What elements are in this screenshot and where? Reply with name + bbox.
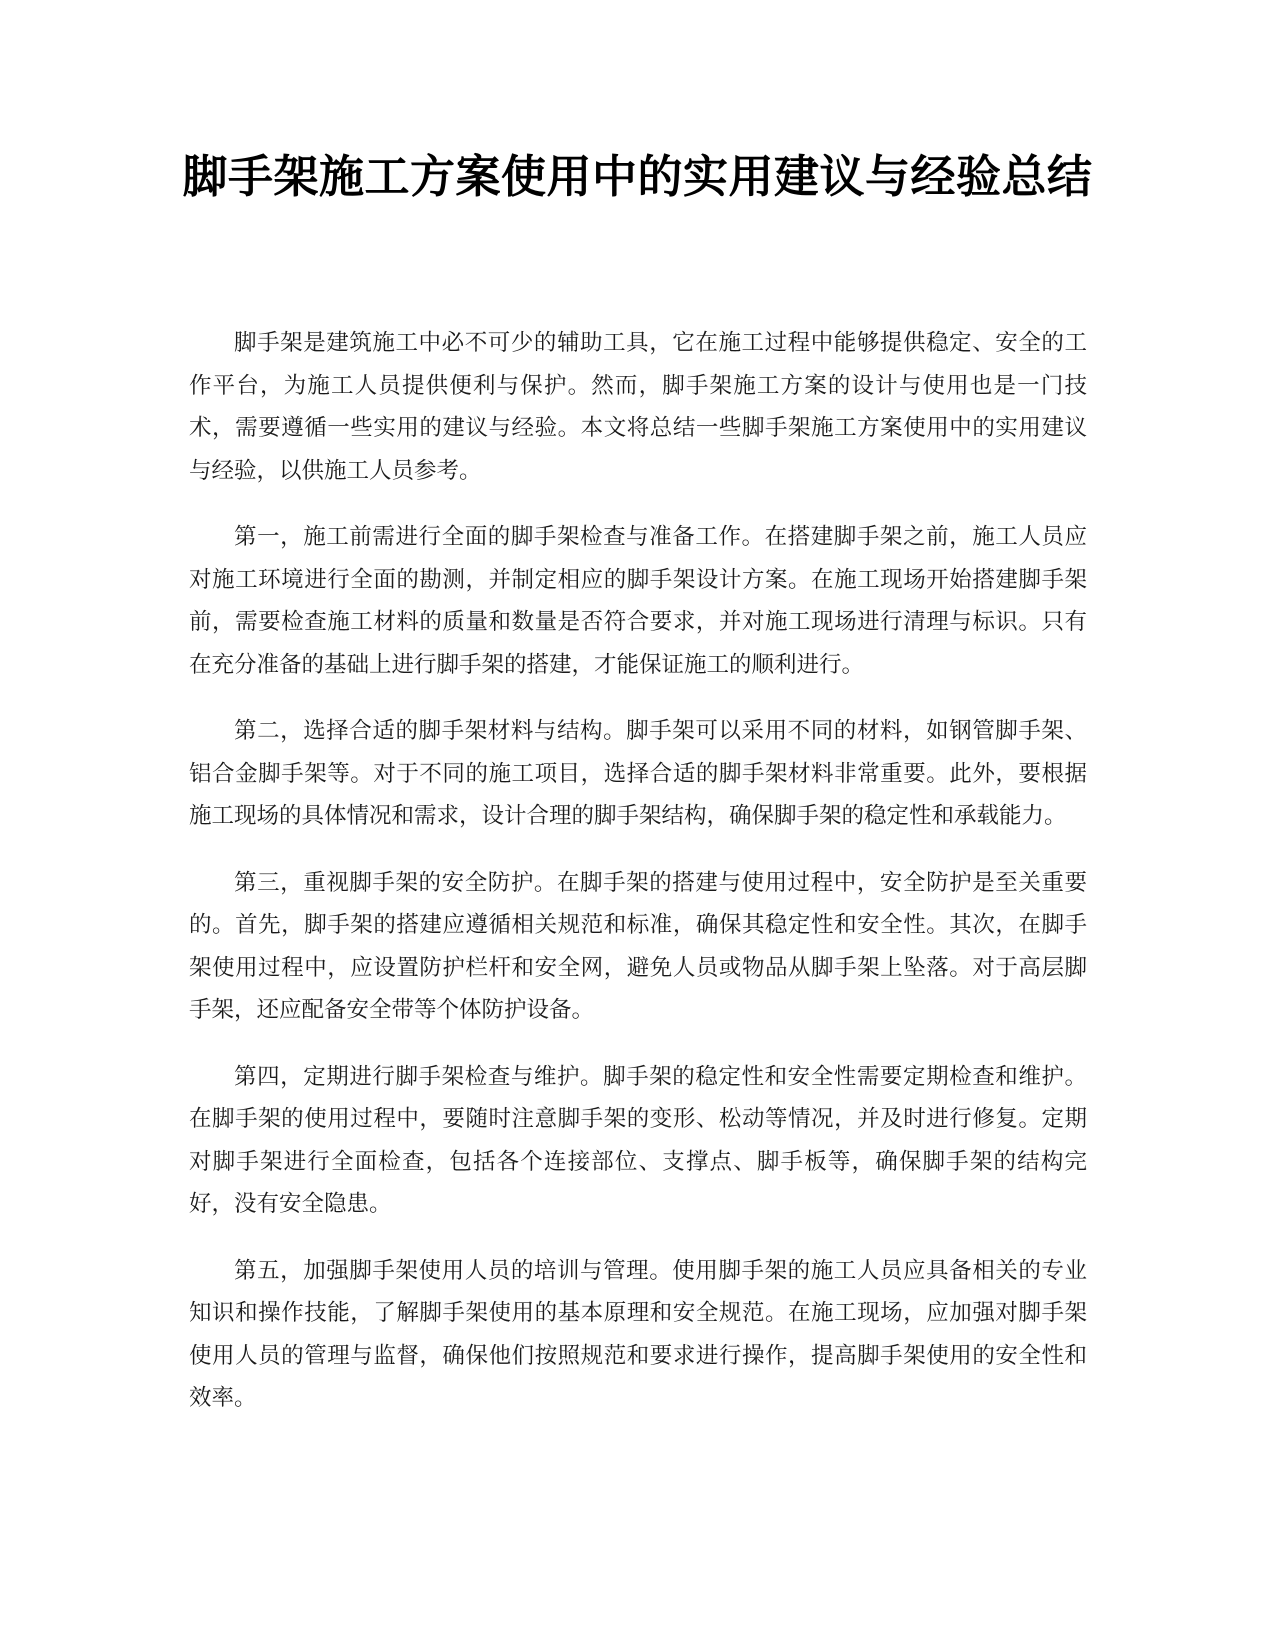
paragraph-first: 第一，施工前需进行全面的脚手架检查与准备工作。在搭建脚手架之前，施工人员应对施工环境进行全面的勘测，并制定相应的脚手架设计方案。在施工现场开始搭建脚手架前，需要检查施工材料的质量和数量是否符合要求，并对施工现场进行清理与标识。只有在充分准备的基础上进行脚手架的搭建，才能保证施工的顺利进行。: [189, 524, 1087, 678]
paragraph-second: 第二，选择合适的脚手架材料与结构。脚手架可以采用不同的材料，如钢管脚手架、铝合金脚手架等。对于不同的施工项目，选择合适的脚手架材料非常重要。此外，要根据施工现场的具体情况和需求，设计合理的脚手架结构，确保脚手架的稳定性和承载能力。: [189, 718, 1087, 829]
paragraph-intro: 脚手架是建筑施工中必不可少的辅助工具，它在施工过程中能够提供稳定、安全的工作平台，为施工人员提供便利与保护。然而，脚手架施工方案的设计与使用也是一门技术，需要遵循一些实用的建议与经验。本文将总结一些脚手架施工方案使用中的实用建议与经验，以供施工人员参考。: [189, 330, 1087, 484]
paragraph-fourth: 第四，定期进行脚手架检查与维护。脚手架的稳定性和安全性需要定期检查和维护。在脚手架的使用过程中，要随时注意脚手架的变形、松动等情况，并及时进行修复。定期对脚手架进行全面检查，包括各个连接部位、支撑点、脚手板等，确保脚手架的结构完好，没有安全隐患。: [189, 1063, 1087, 1217]
paragraph-third: 第三，重视脚手架的安全防护。在脚手架的搭建与使用过程中，安全防护是至关重要的。首先，脚手架的搭建应遵循相关规范和标准，确保其稳定性和安全性。其次，在脚手架使用过程中，应设置防护栏杆和安全网，避免人员或物品从脚手架上坠落。对于高层脚手架，还应配备安全带等个体防护设备。: [189, 869, 1087, 1023]
paragraph-fifth: 第五，加强脚手架使用人员的培训与管理。使用脚手架的施工人员应具备相关的专业知识和操作技能，了解脚手架使用的基本原理和安全规范。在施工现场，应加强对脚手架使用人员的管理与监督，确保他们按照规范和要求进行操作，提高脚手架使用的安全性和效率。: [189, 1257, 1087, 1411]
document-title: 脚手架施工方案使用中的实用建议与经验总结: [182, 150, 1093, 203]
document-body: [189, 322, 1087, 1444]
